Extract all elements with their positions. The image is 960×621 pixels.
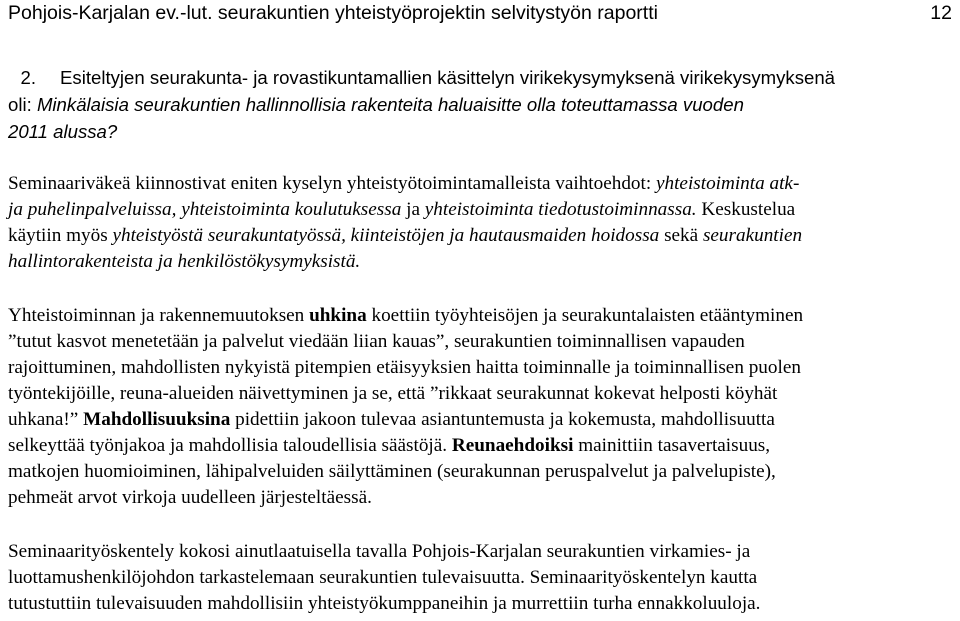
- paragraph-line: rajoittuminen, mahdollisten nykyistä pitempien etäisyyksien haitta toiminnalle ja toiminnallisen puolen: [8, 357, 801, 378]
- question-number: 2.: [20, 67, 36, 88]
- paragraph-line: käytiin myös yhteistyöstä seurakuntatyössä, kiinteistöjen ja hautausmaiden hoidossa sekä seurakuntien: [8, 225, 803, 246]
- paragraph-line: hallintorakenteista ja henkilöstökysymyksistä.: [8, 251, 361, 272]
- page-number: 12: [930, 2, 952, 24]
- question-lead-line: Esiteltyjen seurakunta- ja rovastikuntamallien käsittelyn virikekysymyksenä virikekysymyksenä: [60, 67, 836, 88]
- paragraph-line: Seminaarityöskentely kokosi ainutlaatuisella tavalla Pohjois-Karjalan seurakuntien virkamies- ja: [8, 541, 751, 562]
- page-header: [8, 2, 952, 28]
- paragraph-line: luottamushenkilöjohdon tarkastelemaan seurakuntien tulevaisuutta. Seminaarityöskentelyn kautta: [8, 567, 758, 588]
- paragraph-line: pehmeät arvot virkoja uudelleen järjesteltäessä.: [8, 487, 372, 508]
- paragraph-line: tutustuttiin tulevaisuuden mahdollisiin yhteistyökumppaneihin ja murrettiin turha ennakkoluuloja.: [8, 593, 761, 614]
- question-line: oli: Minkälaisia seurakuntien hallinnollisia rakenteita haluaisitte olla toteuttamassa vuoden: [8, 94, 744, 115]
- paragraph-line: ja puhelinpalveluissa, yhteistoiminta koulutuksessa ja yhteistoiminta tiedotustoiminnassa. Keskustelua: [8, 199, 796, 220]
- paragraph-line: työntekijöille, reuna-alueiden näivettyminen ja se, että ”rikkaat seurakunnat kokevat helposti köyhät: [8, 383, 778, 404]
- paragraph-line: Seminaariväkeä kiinnostivat eniten kyselyn yhteistyötoimintamalleista vaihtoehdot: yhteistoiminta atk-: [8, 173, 800, 194]
- paragraph-line: ”tutut kasvot menetetään ja palvelut viedään liian kauas”, seurakuntien toiminnallisen vapauden: [8, 331, 745, 352]
- paragraph-line: uhkana!” Mahdollisuuksina pidettiin jakoon tulevaa asiantuntemusta ja kokemusta, mahdollisuutta: [8, 409, 775, 430]
- question-line: 2011 alussa?: [8, 121, 118, 142]
- paragraph-line: selkeyttää työnjakoa ja mahdollisia taloudellisia säästöjä. Reunaehdoiksi mainittiin tasavertaisuus,: [8, 435, 771, 456]
- paragraph-line: matkojen huomioiminen, lähipalveluiden säilyttäminen (seurakunnan peruspalvelut ja palvelupiste),: [8, 461, 776, 482]
- report-title: Pohjois-Karjalan ev.-lut. seurakuntien yhteistyöprojektin selvitystyön raportti: [8, 2, 658, 24]
- paragraph-line: Yhteistoiminnan ja rakennemuutoksen uhkina koettiin työyhteisöjen ja seurakuntalaisten etääntyminen: [8, 305, 804, 326]
